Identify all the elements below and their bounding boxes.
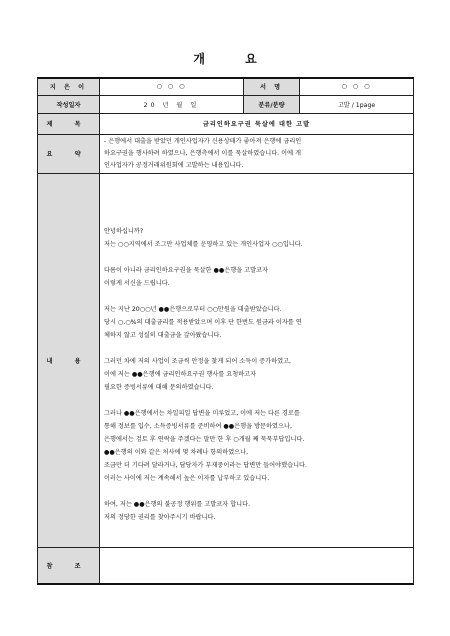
content-line: 필요한 증빙서류에 대해 문의하였습니다.: [104, 383, 214, 391]
content-line: 그러던 차에 저의 사업이 조금씩 안정을 찾게 되어 소득이 증가하였고,: [104, 357, 292, 365]
content-body: [100, 173, 414, 547]
paragraph: [104, 264, 409, 290]
paragraph: [104, 355, 409, 394]
content-line: 은행에서는 검토 후 연락을 주겠다는 말만 한 후 ○개월 째 묵묵부답입니다.: [104, 435, 305, 443]
summary-text: [100, 134, 414, 173]
paragraph: [104, 303, 409, 342]
date-value: 20 년 월 일: [100, 95, 244, 113]
subject-value: 금리인하요구권 묵살에 대한 고발: [100, 113, 414, 134]
content-line: 조금만 더 기다려 달라거나, 담당자가 부재중이라는 답변만 들어야했습니다.: [104, 461, 307, 469]
category-label: 분류/분량: [244, 95, 300, 113]
reference-label: 참 조: [38, 547, 100, 584]
date-label: 작성일자: [38, 95, 100, 113]
writer-value: ○ ○ ○: [100, 78, 244, 95]
content-line: 하여, 저는 ●●은행의 불공정 행위를 고발코자 합니다.: [104, 500, 251, 508]
content-line: 통해 정보를 입수, 소득증빙서류를 준비하여 ●●은행을 방문하였으나,: [104, 422, 292, 430]
page-title: 개 요: [193, 52, 275, 66]
summary-label: 요 약: [38, 134, 100, 173]
paragraph: [104, 498, 409, 524]
content-line: 이러는 사이에 저는 계속해서 높은 이자를 납부하고 있습니다.: [104, 474, 270, 482]
content-line: 저는 지난 20○○년 ●●은행으로부터 ○○만원을 대출받았습니다.: [104, 305, 282, 313]
paragraph: [104, 225, 409, 251]
content-line: ●●은행의 이와 같은 처사에 몇 차례나 항의하였으나,: [104, 448, 249, 456]
content-line: 다름이 아니라 금리인하요구권을 묵살한 ●●은행을 고발코자: [104, 266, 269, 274]
content-line: 당시 ○.○%의 대출금리를 적용받았으며 이후 단 한번도 원금과 이자를 연: [104, 318, 302, 326]
content-label: 내 용: [38, 173, 100, 547]
summary-line: 인사업자가 공정거래위원회에 고발하는 내용입니다.: [104, 161, 244, 169]
content-line: 안녕하십니까?: [104, 227, 144, 235]
content-line: 저는 ○○지역에서 조그만 사업체를 운영하고 있는 개인사업자 ○○입니다.: [104, 240, 303, 248]
signature-value: ○ ○ ○: [300, 78, 414, 95]
paragraph: [104, 407, 409, 485]
subject-label: 제 목: [38, 113, 100, 134]
signature-label: 서 명: [244, 78, 300, 95]
content-line: 체하지 않고 성실히 대출금을 갚아왔습니다.: [104, 331, 222, 339]
content-line: 그러나 ●●은행에서는 차일피일 답변을 미루었고, 이에 저는 다른 경로를: [104, 409, 300, 417]
summary-line: - 은행에서 대출을 받았던 개인사업자가 신용상태가 좋아져 은행에 금리인: [104, 137, 302, 145]
content-line: 이에 저는 ●●은행에 금리인하요구권 행사를 요청하고자: [104, 370, 257, 378]
reference-value: [100, 547, 414, 584]
writer-label: 지 은 이: [38, 78, 100, 95]
category-value: 고발 / 1page: [300, 95, 414, 113]
summary-line: 하요구권을 행사하려 하였으나, 은행측에서 이를 묵살하였습니다. 이에 개: [104, 149, 302, 157]
content-line: 이렇게 서신을 드립니다.: [104, 279, 170, 287]
report-form: [37, 77, 414, 585]
content-line: 저의 정당한 권리를 찾아주시기 바랍니다.: [104, 513, 216, 521]
